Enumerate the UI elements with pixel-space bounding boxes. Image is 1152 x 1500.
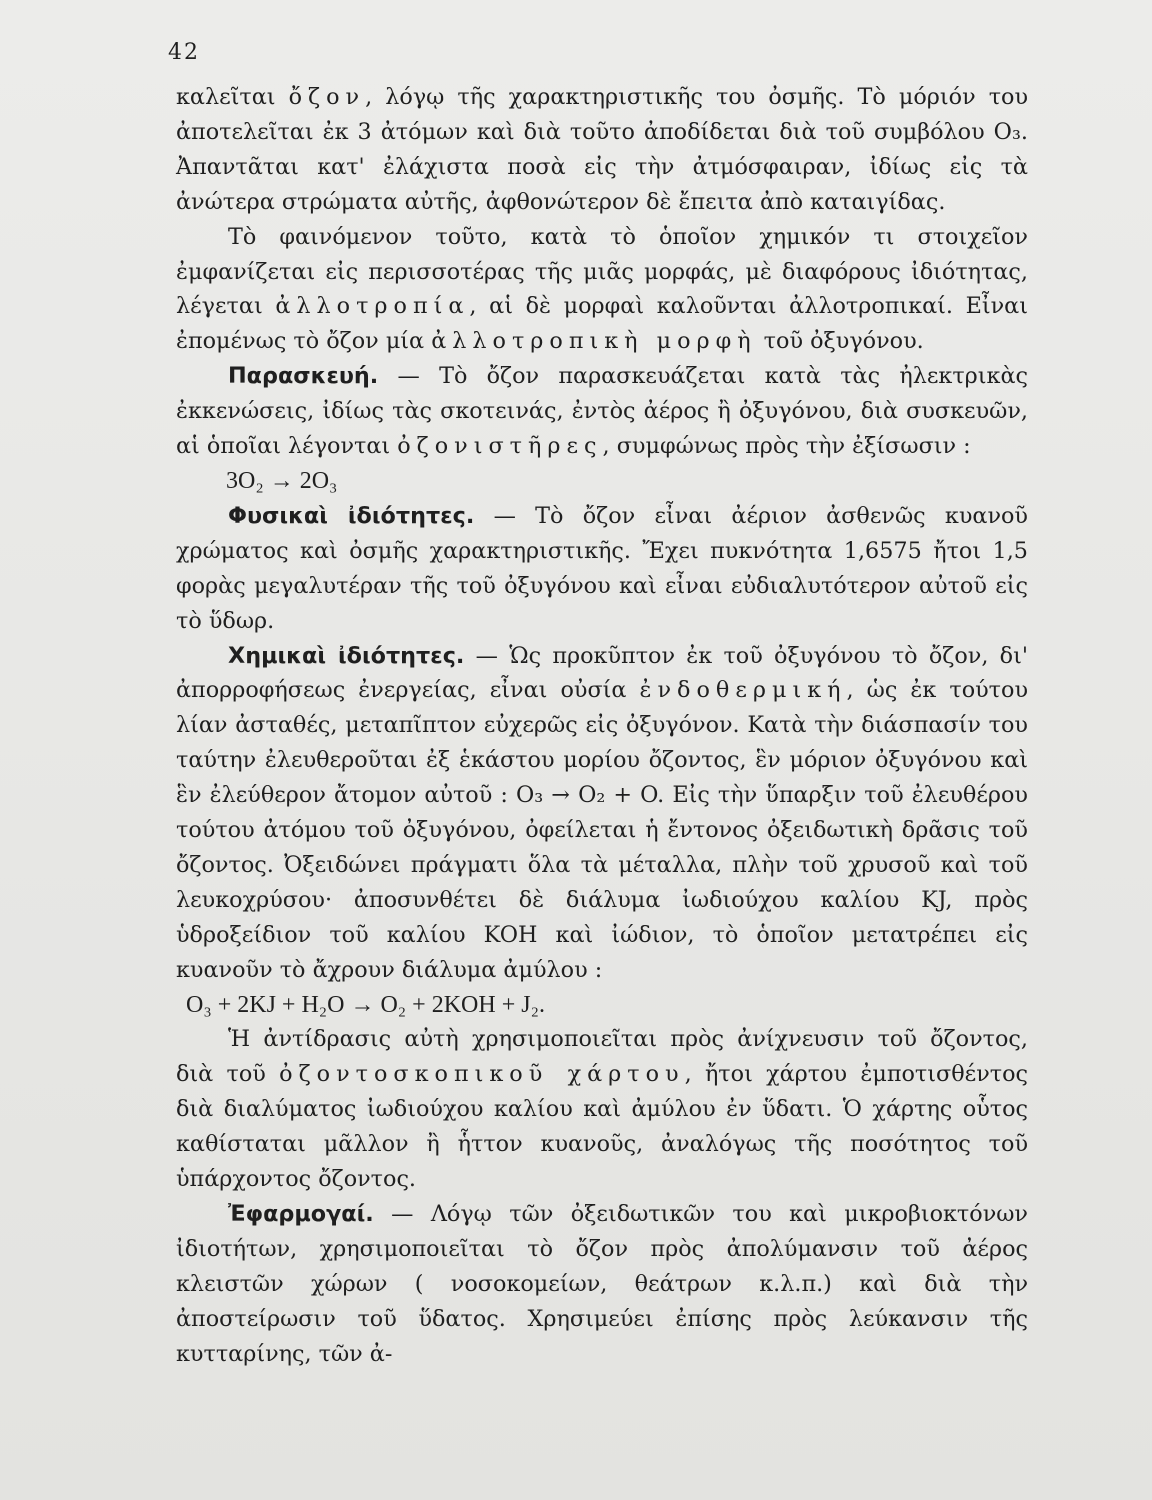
- ozone-intro-paragraph: [176, 80, 1028, 220]
- page-body: [176, 80, 1028, 1372]
- page-number: 42: [168, 40, 200, 65]
- ozonoscope-paragraph: [176, 1022, 1028, 1197]
- chemical-properties-heading: Χημικαὶ ἰδιότητες.: [228, 642, 465, 669]
- spaced-term-allotropic-form: ἀλλοτροπικὴ μορφὴ: [431, 328, 757, 355]
- preparation-equation: 3O₂ → 2O₃: [226, 467, 338, 494]
- applications-paragraph: [176, 1197, 1028, 1372]
- preparation-heading: Παρασκευή.: [228, 363, 379, 390]
- physical-properties-heading: Φυσικαὶ ἰδιότητες.: [228, 502, 475, 529]
- text-run: , λόγῳ τῆς χαρακτηριστικῆς του ὀσμῆς. Τὸ μόριόν του ἀποτελεῖται ἐκ 3 ἀτόμων καὶ διὰ τοῦτο ἀποδίδεται διὰ τοῦ συμβόλου O₃. Ἀπαντᾶται κατ' ἐλάχιστα ποσὰ εἰς τὴν ἀτμόσφαιραν, ἰδίως εἰς τὰ ἀνώτερα στρώματα αὐτῆς, ἀφθονώτερον δὲ ἔπειτα ἀπὸ καταιγίδας.: [176, 84, 1029, 215]
- spaced-term-allotropy: ἀλλοτροπία: [275, 293, 470, 320]
- spaced-term-ozonoscopic-paper: ὀζοντοσκοπικοῦ χάρτου: [279, 1061, 685, 1088]
- iodide-reaction-equation: O₃ + 2KJ + H₂O → O₂ + 2KOH + J₂.: [186, 991, 545, 1018]
- text-run: , ἤτοι χάρτου ἐμποτισθέντος διὰ διαλύματος ἰωδιούχου καλίου καὶ ἀμύλου ἐν ὕδατι. Ὁ χάρτης οὗτος καθίσταται μᾶλλον ἢ ἧττον κυανοῦς, ἀναλόγως τῆς ποσότητος τοῦ ὑπάρχοντος ὄζοντος.: [176, 1061, 1028, 1193]
- spaced-term-ozone: ὄζον: [288, 84, 366, 110]
- text-run: — Τὸ ὄζον παρασκευάζεται κατὰ τὰς ἠλεκτρικὰς ἐκκενώσεις, ἰδίως τὰς σκοτεινάς, ἐντὸς ἀέρος ἢ ὀξυγόνου, διὰ συσκευῶν, αἱ ὁποῖαι λέγονται: [176, 363, 1028, 460]
- text-run: , συμφώνως πρὸς τὴν ἐξίσωσιν :: [602, 433, 971, 460]
- text-run: Ἡ ἀντίδρασις αὐτὴ χρησιμοποιεῖται πρὸς ἀνίχνευσιν τοῦ ὄζοντος, διὰ τοῦ: [176, 1026, 1028, 1088]
- text-run: — Λόγῳ τῶν ὀξειδωτικῶν του καὶ μικροβιοκτόνων ἰδιοτήτων, χρησιμοποιεῖται τὸ ὄζον πρὸς ἀπολύμανσιν τοῦ ἀέρος κλειστῶν χώρων ( νοσοκομείων, θεάτρων κ.λ.π.) καὶ διὰ τὴν ἀποστείρωσιν τοῦ ὕδατος. Χρησιμεύει ἐπίσης πρὸς λεύκανσιν τῆς κυτταρίνης, τῶν ἀ-: [176, 1201, 1028, 1367]
- chemical-properties-paragraph: [176, 639, 1028, 988]
- text-run: — Τὸ ὄζον εἶναι ἀέριον ἀσθενῶς κυανοῦ χρώματος καὶ ὀσμῆς χαρακτηριστικῆς. Ἔχει πυκνότητα 1,6575 ἤτοι 1,5 φορὰς μεγαλυτέραν τῆς τοῦ ὀξυγόνου καὶ εἶναι εὐδιαλυτότερον αὐτοῦ εἰς τὸ ὕδωρ.: [176, 502, 1028, 634]
- text-run: τοῦ ὀξυγόνου.: [756, 328, 924, 355]
- text-run: καλεῖται: [176, 84, 289, 110]
- allotropy-paragraph: [176, 220, 1028, 360]
- physical-properties-paragraph: [176, 499, 1028, 639]
- text-run: — Ὡς προκῦπτον ἐκ τοῦ ὀξυγόνου τὸ ὄζον, δι' ἀπορροφήσεως ἐνεργείας, εἶναι οὐσία: [176, 642, 1028, 704]
- text-run: , ὡς ἐκ τούτου λίαν ἀσταθές, μεταπῖπτον εὐχερῶς εἰς ὀξυγόνον. Κατὰ τὴν διάσπασίν του ταύτην ἐλευθεροῦται ἐξ ἑκάστου μορίου ὄζοντος, ἓν μόριον ὀξυγόνου καὶ ἓν ἐλεύθερον ἄτομον αὐτοῦ : O₃ → O₂ + O. Εἰς τὴν ὕπαρξιν τοῦ ἐλευθέρου τούτου ἀτόμου τοῦ ὀξυγόνου, ὀφείλεται ἡ ἔντονος ὀξειδωτικὴ δρᾶσις τοῦ ὄζοντος. Ὀξειδώνει πράγματι ὅλα τὰ μέταλλα, πλὴν τοῦ χρυσοῦ καὶ τοῦ λευκοχρύσου· ἀποσυνθέτει δὲ διάλυμα ἰωδιούχου καλίου KJ, πρὸς ὑδροξείδιον τοῦ καλίου KOH καὶ ἰώδιον, τὸ ὁποῖον μετατρέπει εἰς κυανοῦν τὸ ἄχρουν διάλυμα ἀμύλου :: [176, 677, 1028, 983]
- text-run: Τὸ φαινόμενον τοῦτο, κατὰ τὸ ὁποῖον χημικόν τι στοιχεῖον ἐμφανίζεται εἰς περισσοτέρας τῆς μιᾶς μορφάς, μὲ διαφόρους ἰδιότητας, λέγεται: [176, 223, 1028, 320]
- preparation-paragraph: [176, 359, 1028, 464]
- spaced-term-ozonizers: ὀζονιστῆρες: [397, 433, 603, 460]
- spaced-term-endothermic: ἐνδοθερμική: [639, 677, 847, 704]
- text-run: , αἱ δὲ μορφαὶ καλοῦνται ἀλλοτροπικαί. Εἶναι ἐπομένως τὸ ὄζον μία: [176, 293, 1028, 355]
- applications-heading: Ἐφαρμογαί.: [228, 1201, 374, 1227]
